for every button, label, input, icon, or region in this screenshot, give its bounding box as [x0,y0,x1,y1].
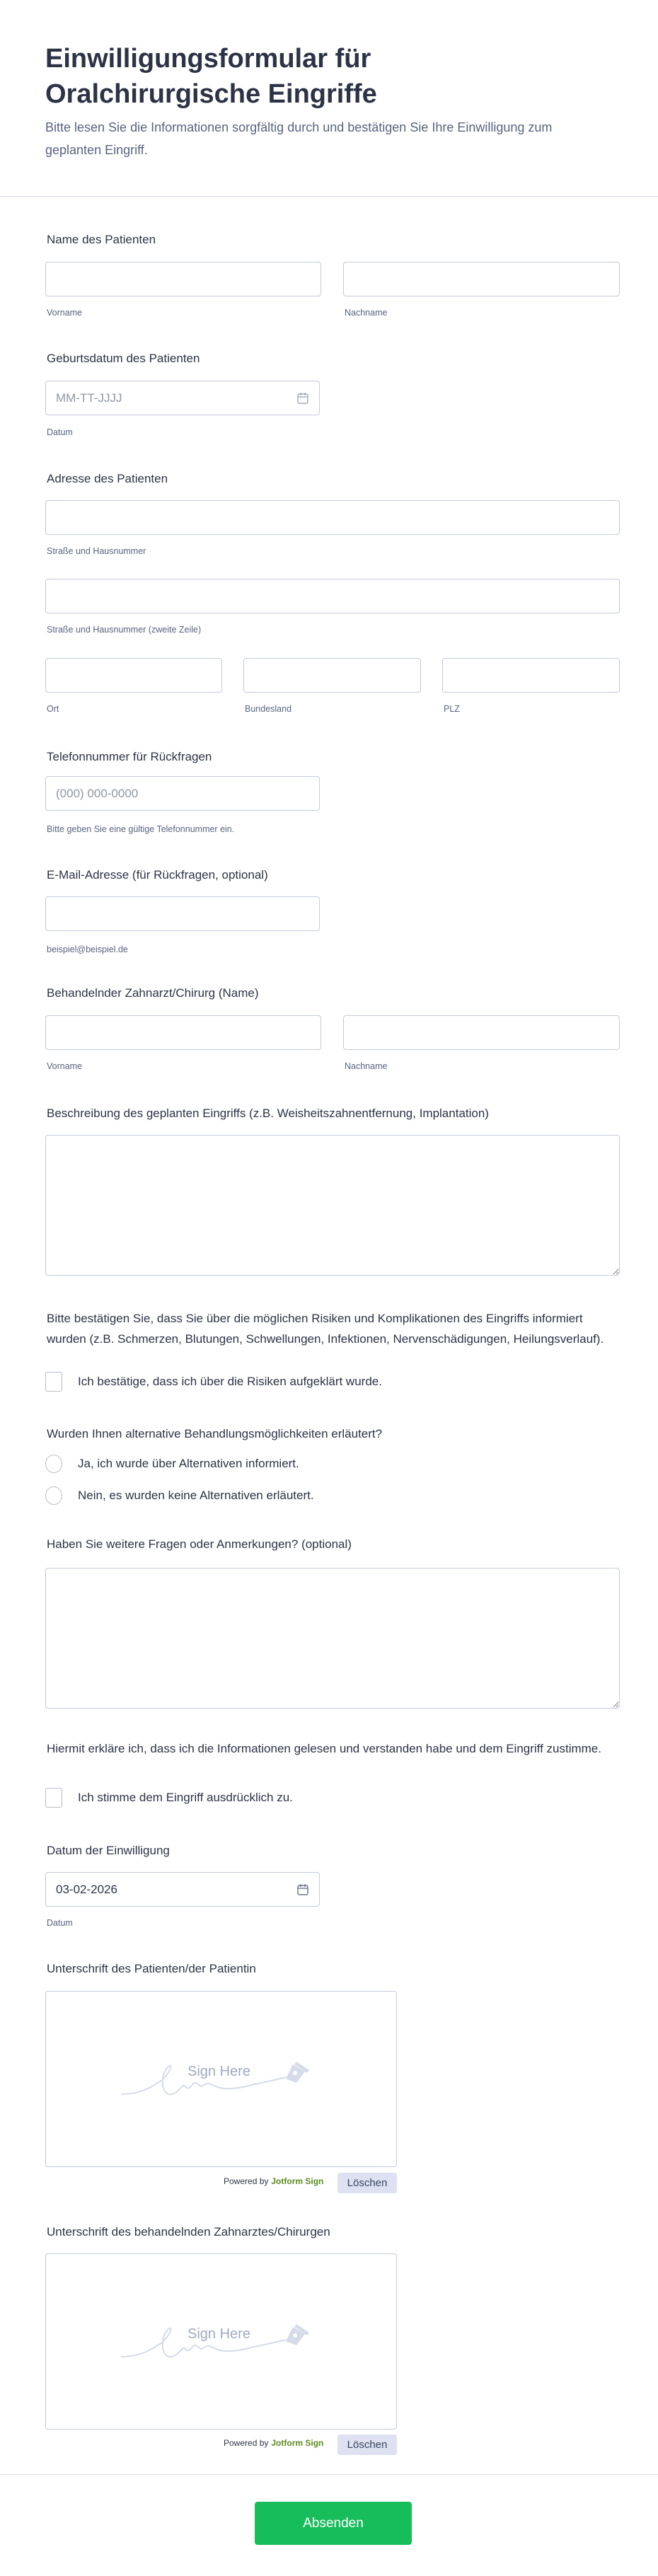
submit-button[interactable]: Absenden [255,2502,412,2545]
phone-placeholder: (000) 000-0000 [56,786,139,800]
address-label: Adresse des Patienten [47,472,168,485]
signature-pen-icon [120,2059,325,2108]
email-input[interactable] [45,896,320,931]
street-line2-input[interactable] [45,579,620,613]
first-name-sublabel: Vorname [47,308,83,318]
last-name-sublabel: Nachname [345,308,388,318]
phone-hint: Bitte geben Sie eine gültige Telefonnummer ein. [47,824,235,834]
jotform-sign-brand: Jotform Sign [271,2176,324,2186]
phone-label: Telefonnummer für Rückfragen [47,750,212,763]
patient-name-label: Name des Patienten [47,233,156,246]
state-input[interactable] [243,658,421,693]
calendar-icon[interactable] [296,1883,309,1896]
clear-dentist-signature-button[interactable]: Löschen [337,2435,397,2455]
sign-here-placeholder: Sign Here [187,2064,250,2079]
powered-by [224,2176,323,2186]
consent-date-sublabel: Datum [47,1918,73,1928]
risks-label: Bitte bestätigen Sie, dass Sie über die möglichen Risiken und Komplikationen des Eingriffs informiert wurden (z.B. Schmerzen, Blutungen, Schwellungen, Infektionen, Nervenschädigungen, Heilungsverlauf). [47,1312,604,1346]
email-hint: beispiel@beispiel.de [47,945,128,954]
phone-input[interactable] [45,776,320,811]
birthdate-label: Geburtsdatum des Patienten [47,352,200,365]
alternatives-option-yes-label: Ja, ich wurde über Alternativen informiert. [78,1457,299,1470]
questions-label: Haben Sie weitere Fragen oder Anmerkungen? (optional) [47,1537,352,1551]
dentist-last-name-input[interactable] [343,1015,620,1050]
patient-signature-pad[interactable] [45,1991,397,2167]
form-title: Einwilligungsformular für Oralchirurgische Eingriffe [45,44,377,109]
sign-here-placeholder: Sign Here [187,2326,250,2342]
zip-input[interactable] [442,658,620,693]
state-sublabel: Bundesland [245,704,292,714]
questions-textarea[interactable] [45,1568,620,1709]
email-label: E-Mail-Adresse (für Rückfragen, optional) [47,868,268,882]
street-line1-input[interactable] [45,500,620,535]
dentist-first-sublabel: Vorname [47,1061,83,1071]
city-sublabel: Ort [47,704,59,714]
alternatives-label: Wurden Ihnen alternative Behandlungsmöglichkeiten erläutert? [47,1427,383,1440]
risks-checkbox[interactable] [45,1372,62,1392]
dentist-name-label: Behandelnder Zahnarzt/Chirurg (Name) [47,986,259,1000]
description-textarea[interactable] [45,1135,620,1276]
dentist-last-sublabel: Nachname [345,1061,388,1071]
description-label: Beschreibung des geplanten Eingriffs (z.B. Weisheitszahnentfernung, Implantation) [47,1107,489,1120]
street-line2-sublabel: Straße und Hausnummer (zweite Zeile) [47,625,202,635]
dentist-signature-pad[interactable] [45,2253,397,2430]
signature-pen-icon [120,2321,325,2371]
alternatives-option-no[interactable] [45,1486,314,1505]
jotform-sign-brand: Jotform Sign [271,2438,324,2448]
risks-option-label: Ich bestätige, dass ich über die Risiken aufgeklärt wurde. [78,1375,382,1388]
birthdate-input[interactable] [45,381,320,415]
radio-yes[interactable] [45,1455,62,1473]
consent-checkbox-option[interactable] [45,1788,293,1808]
form-subtitle: Bitte lesen Sie die Informationen sorgfältig durch und bestätigen Sie Ihre Einwilligung zum geplanten Eingriff. [45,120,553,157]
consent-label: Hiermit erkläre ich, dass ich die Informationen gelesen und verstanden habe und dem Eingriff zustimme. [47,1742,601,1755]
footer-divider [0,2474,658,2475]
consent-date-label: Datum der Einwilligung [47,1844,170,1857]
powered-by-text: Powered by [224,2438,269,2448]
radio-no[interactable] [45,1486,62,1505]
consent-option-label: Ich stimme dem Eingriff ausdrücklich zu. [78,1791,293,1804]
calendar-icon[interactable] [296,392,309,405]
birthdate-placeholder: MM-TT-JJJJ [56,391,122,405]
consent-checkbox[interactable] [45,1788,62,1808]
clear-patient-signature-button[interactable]: Löschen [337,2173,397,2193]
patient-last-name-input[interactable] [343,262,620,296]
birthdate-sublabel: Datum [47,427,73,437]
alternatives-option-no-label: Nein, es wurden keine Alternativen erläutert. [78,1489,314,1502]
consent-date-value: 03-02-2026 [56,1882,117,1896]
zip-sublabel: PLZ [444,704,460,714]
patient-first-name-input[interactable] [45,262,321,296]
risks-checkbox-option[interactable] [45,1372,382,1392]
patient-signature-label: Unterschrift des Patienten/der Patientin [47,1962,256,1975]
powered-by [224,2438,323,2448]
header-divider [0,196,658,197]
alternatives-option-yes[interactable] [45,1455,299,1473]
powered-by-text: Powered by [224,2176,269,2186]
consent-date-input[interactable] [45,1872,320,1907]
dentist-signature-label: Unterschrift des behandelnden Zahnarztes/Chirurgen [47,2225,330,2239]
street-line1-sublabel: Straße und Hausnummer [47,546,146,556]
city-input[interactable] [45,658,222,693]
dentist-first-name-input[interactable] [45,1015,321,1050]
